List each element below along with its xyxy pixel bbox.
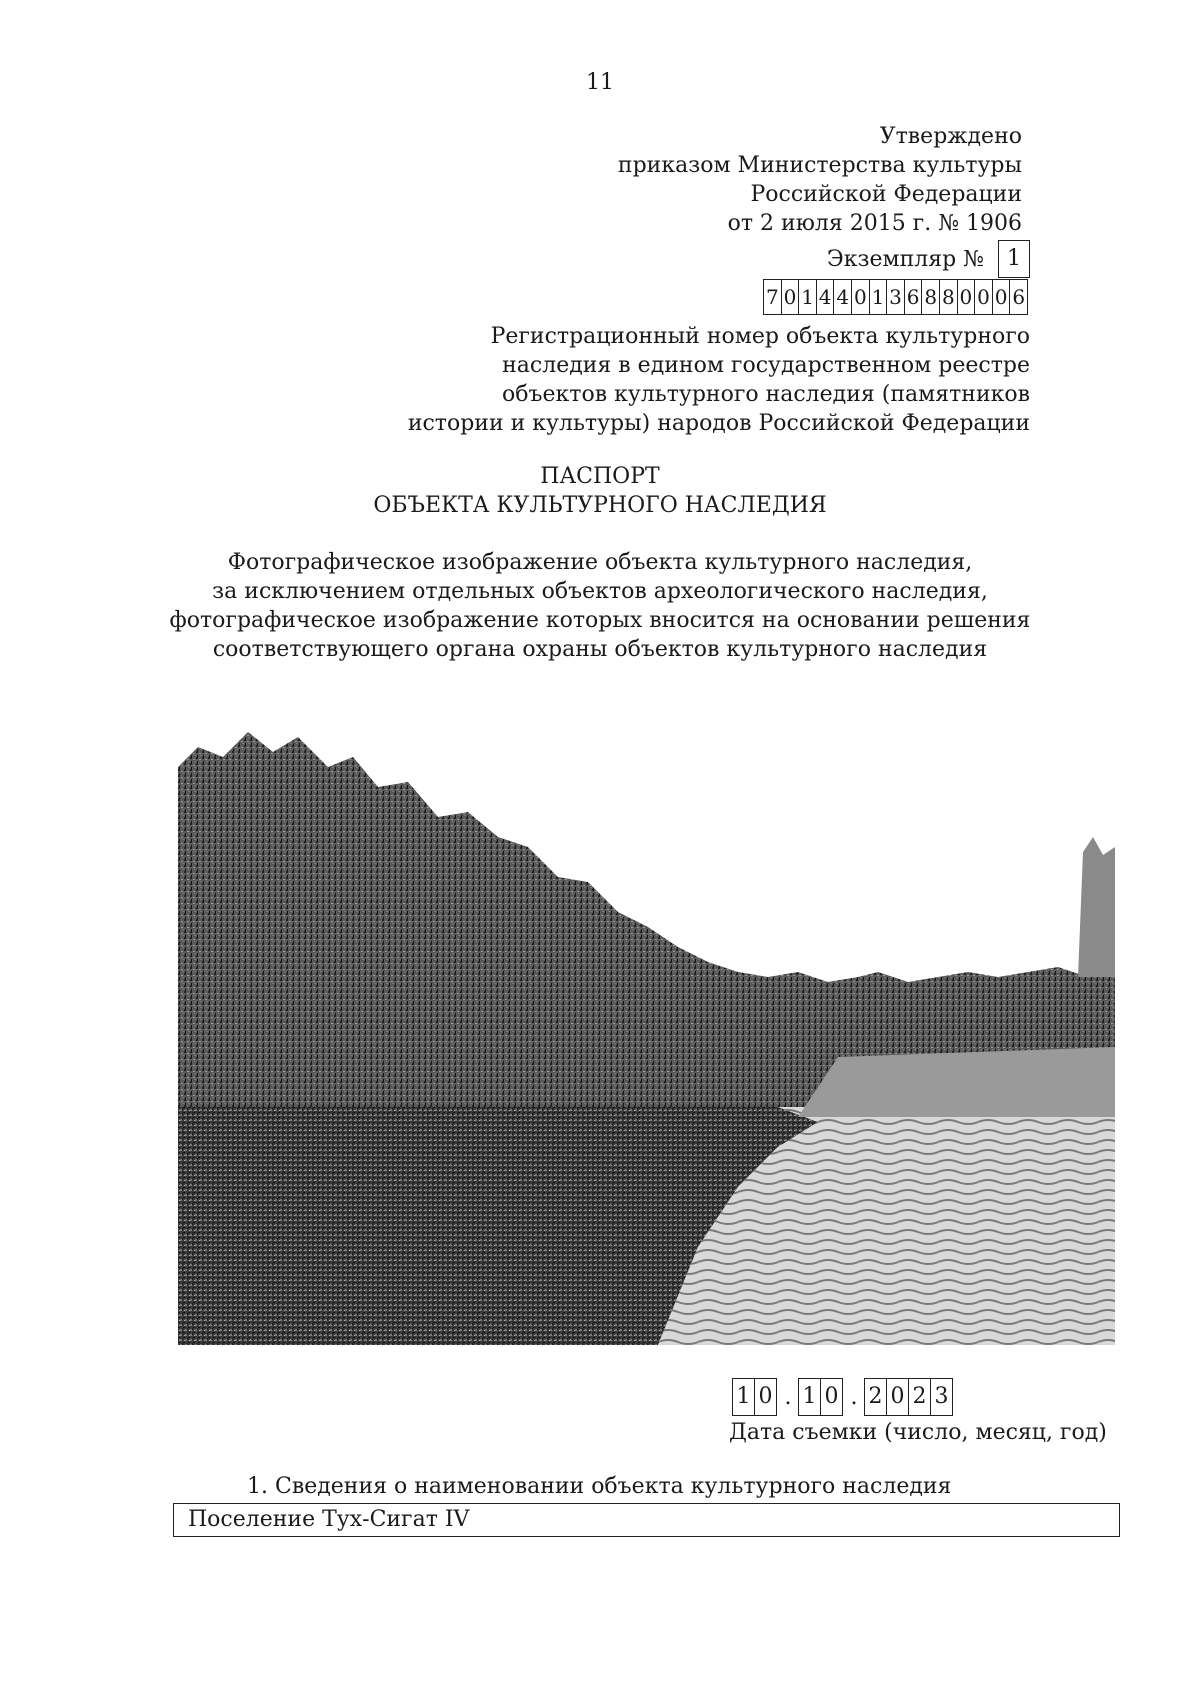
date-day-digit: 1 — [732, 1378, 755, 1416]
reg-digit: 7 — [763, 279, 782, 315]
date-year-digit: 2 — [908, 1378, 931, 1416]
registration-number — [764, 279, 1028, 315]
reg-caption-line: объектов культурного наследия (памятников — [502, 382, 1030, 407]
subtitle-line: за исключением отдельных объектов археологического наследия, — [212, 579, 988, 604]
copy-number-row — [827, 240, 1030, 278]
registration-caption — [408, 322, 1030, 438]
date-separator: . — [784, 1384, 792, 1410]
date-day-digit: 0 — [754, 1378, 777, 1416]
object-photograph — [178, 727, 1115, 1345]
reg-caption-line: Регистрационный номер объекта культурного — [490, 324, 1030, 349]
reg-caption-line: наследия в едином государственном реестре — [502, 353, 1030, 378]
reg-digit: 8 — [939, 279, 958, 315]
reg-digit: 0 — [974, 279, 993, 315]
reg-digit: 0 — [992, 279, 1011, 315]
reg-caption-line: истории и культуры) народов Российской Федерации — [407, 411, 1030, 436]
copy-label: Экземпляр № — [826, 246, 984, 272]
reg-digit: 4 — [833, 279, 852, 315]
date-month-digit: 1 — [798, 1378, 821, 1416]
reg-digit: 1 — [798, 279, 817, 315]
date-year-digit: 2 — [864, 1378, 887, 1416]
title-line-1: ПАСПОРТ — [540, 464, 660, 489]
approval-line: Российской Федерации — [750, 182, 1022, 207]
object-name-field: Поселение Тух-Сигат IV — [173, 1503, 1120, 1537]
reg-digit: 0 — [851, 279, 870, 315]
document-title — [0, 462, 1200, 520]
approval-line: от 2 июля 2015 г. № 1906 — [727, 211, 1022, 236]
date-separator: . — [850, 1384, 858, 1410]
subtitle-line: Фотографическое изображение объекта культурного наследия, — [227, 550, 973, 575]
reg-digit: 4 — [816, 279, 835, 315]
photo-section-subtitle — [0, 548, 1200, 664]
copy-number-cell: 1 — [998, 240, 1030, 278]
page-number: 11 — [586, 70, 614, 95]
approval-line: Утверждено — [879, 124, 1022, 149]
reg-digit: 6 — [904, 279, 923, 315]
section-1-heading: 1. Сведения о наименовании объекта культурного наследия — [247, 1474, 952, 1499]
shooting-date-cells — [733, 1378, 953, 1416]
subtitle-line: соответствующего органа охраны объектов культурного наследия — [212, 637, 988, 662]
date-year-digit: 0 — [886, 1378, 909, 1416]
approval-line: приказом Министерства культуры — [617, 153, 1022, 178]
shooting-date-caption: Дата съемки (число, месяц, год) — [729, 1420, 1107, 1445]
reg-digit: 0 — [957, 279, 976, 315]
date-month-digit: 0 — [820, 1378, 843, 1416]
approval-block — [618, 122, 1022, 238]
date-year-digit: 3 — [930, 1378, 953, 1416]
reg-digit: 1 — [869, 279, 888, 315]
reg-digit: 0 — [781, 279, 800, 315]
reg-digit: 8 — [921, 279, 940, 315]
title-line-2: ОБЪЕКТА КУЛЬТУРНОГО НАСЛЕДИЯ — [373, 493, 827, 518]
subtitle-line: фотографическое изображение которых вносится на основании решения — [169, 608, 1031, 633]
reg-digit: 6 — [1009, 279, 1028, 315]
reg-digit: 3 — [886, 279, 905, 315]
